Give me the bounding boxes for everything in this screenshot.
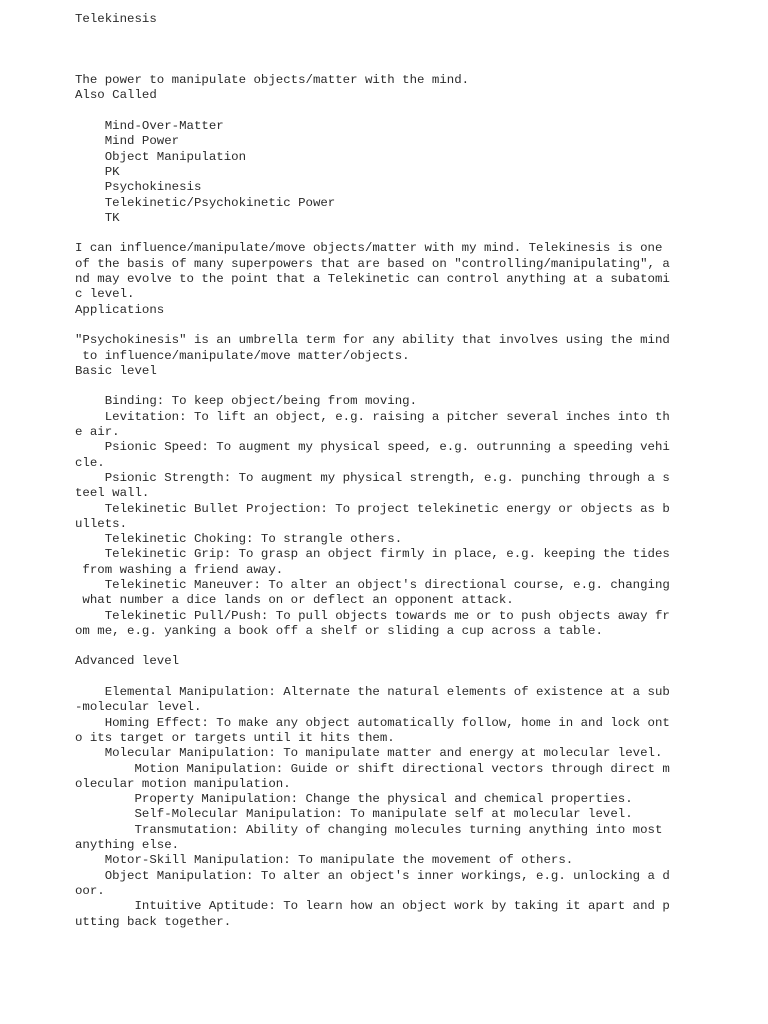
text-line: Intuitive Aptitude: To learn how an object work by taking it apart and p bbox=[75, 899, 670, 914]
text-line: ullets. bbox=[75, 516, 128, 531]
text-line: Telekinetic Maneuver: To alter an object's directional course, e.g. changing bbox=[75, 577, 670, 592]
text-line: Psionic Strength: To augment my physical strength, e.g. punching through a s bbox=[75, 470, 670, 485]
text-line bbox=[75, 58, 675, 73]
text-line bbox=[75, 43, 675, 58]
text-line: Object Manipulation bbox=[75, 149, 247, 164]
text-line: to influence/manipulate/move matter/objects. bbox=[75, 348, 410, 363]
text-line bbox=[75, 379, 675, 394]
text-line: Also Called bbox=[75, 88, 157, 103]
text-line: of the basis of many superpowers that are based on "controlling/manipulating", a bbox=[75, 256, 670, 271]
text-line: Telekinetic/Psychokinetic Power bbox=[75, 195, 336, 210]
text-line: what number a dice lands on or deflect an opponent attack. bbox=[75, 593, 514, 608]
text-line: Telekinesis bbox=[75, 12, 157, 26]
text-line: Applications bbox=[75, 302, 165, 317]
text-line bbox=[75, 639, 675, 654]
text-line: Transmutation: Ability of changing molecules turning anything into most bbox=[75, 822, 663, 837]
text-line: Telekinetic Grip: To grasp an object firmly in place, e.g. keeping the tides bbox=[75, 547, 670, 562]
text-line: Basic level bbox=[75, 363, 157, 378]
text-line: c level. bbox=[75, 287, 135, 302]
text-line bbox=[75, 226, 675, 241]
text-line: nd may evolve to the point that a Telekinetic can control anything at a subatomi bbox=[75, 272, 670, 287]
text-line: om me, e.g. yanking a book off a shelf or sliding a cup across a table. bbox=[75, 623, 603, 638]
text-line: Psychokinesis bbox=[75, 180, 202, 195]
text-line: Telekinetic Pull/Push: To pull objects towards me or to push objects away fr bbox=[75, 608, 670, 623]
text-line: teel wall. bbox=[75, 486, 150, 501]
text-line: Self-Molecular Manipulation: To manipulate self at molecular level. bbox=[75, 807, 633, 822]
text-line: Advanced level bbox=[75, 654, 180, 669]
text-line: The power to manipulate objects/matter with the mind. bbox=[75, 73, 470, 88]
text-line: Telekinetic Choking: To strangle others. bbox=[75, 532, 403, 547]
text-line bbox=[75, 318, 675, 333]
text-line bbox=[75, 670, 675, 685]
text-line: Property Manipulation: Change the physical and chemical properties. bbox=[75, 792, 633, 807]
text-line: Molecular Manipulation: To manipulate matter and energy at molecular level. bbox=[75, 746, 663, 761]
text-line: I can influence/manipulate/move objects/matter with my mind. Telekinesis is one bbox=[75, 241, 663, 256]
text-line: o its target or targets until it hits them. bbox=[75, 730, 395, 745]
text-line bbox=[75, 27, 675, 42]
text-line: Psionic Speed: To augment my physical speed, e.g. outrunning a speeding vehi bbox=[75, 440, 670, 455]
text-line: Telekinetic Bullet Projection: To project telekinetic energy or objects as b bbox=[75, 501, 670, 516]
text-line: Object Manipulation: To alter an object's inner workings, e.g. unlocking a d bbox=[75, 868, 670, 883]
text-line bbox=[75, 104, 675, 119]
text-line: Mind-Over-Matter bbox=[75, 119, 224, 134]
document-page bbox=[75, 12, 675, 930]
text-line: -molecular level. bbox=[75, 700, 202, 715]
text-line: anything else. bbox=[75, 838, 180, 853]
text-line: oor. bbox=[75, 883, 105, 898]
text-line: e air. bbox=[75, 425, 120, 440]
text-line: Motion Manipulation: Guide or shift directional vectors through direct m bbox=[75, 761, 670, 776]
text-line: PK bbox=[75, 164, 120, 179]
text-line: Binding: To keep object/being from moving. bbox=[75, 394, 418, 409]
text-line: olecular motion manipulation. bbox=[75, 776, 291, 791]
text-line: utting back together. bbox=[75, 914, 232, 929]
text-line: Homing Effect: To make any object automatically follow, home in and lock ont bbox=[75, 715, 670, 730]
text-line: "Psychokinesis" is an umbrella term for any ability that involves using the mind bbox=[75, 333, 670, 348]
text-line: Motor-Skill Manipulation: To manipulate the movement of others. bbox=[75, 853, 574, 868]
text-line: TK bbox=[75, 210, 120, 225]
text-line: cle. bbox=[75, 455, 105, 470]
text-line: from washing a friend away. bbox=[75, 562, 284, 577]
text-line: Levitation: To lift an object, e.g. raising a pitcher several inches into th bbox=[75, 409, 670, 424]
text-line: Mind Power bbox=[75, 134, 180, 149]
text-line: Elemental Manipulation: Alternate the natural elements of existence at a sub bbox=[75, 685, 670, 700]
